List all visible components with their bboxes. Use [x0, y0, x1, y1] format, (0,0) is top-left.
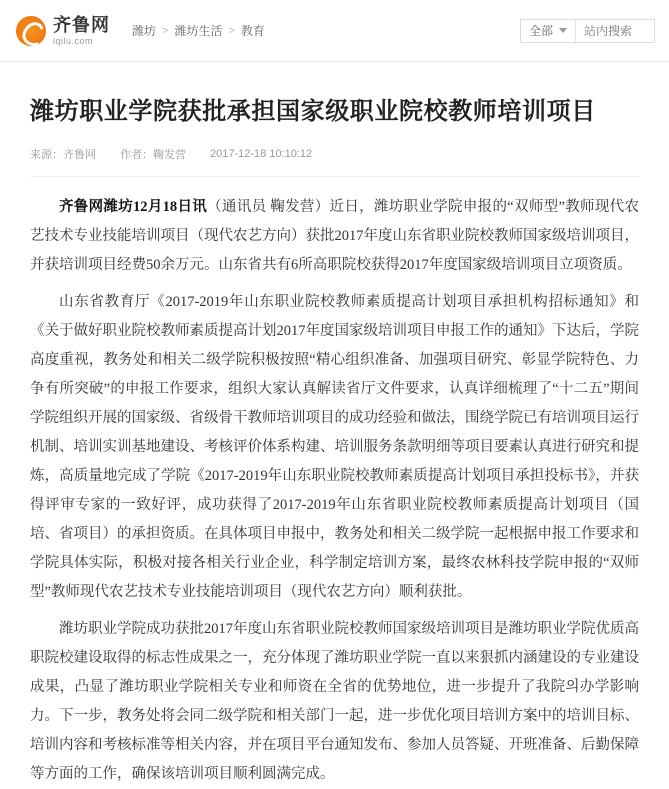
breadcrumb-item-0[interactable]: 潍坊	[132, 24, 157, 38]
site-logo[interactable]	[16, 16, 110, 46]
article-meta	[30, 146, 639, 177]
search-input[interactable]	[576, 20, 654, 42]
qilu-flame-logo-icon	[16, 16, 46, 46]
article-paragraph-2: 潍坊职业学院成功获批2017年度山东省职业院校教师国家级培训项目是潍坊职业学院优质高职院校建设取得的标志性成果之一，充分体现了潍坊职业学院一直以来狠抓内涵建设的专业建设成果，凸显了潍坊职业学院相关专业和师资在全省的优势地位，进一步提升了我院의办学影响力。下一步，教务处将会同二级学院和相关部门一起，进一步优化项目培训方案中的培训目标、培训内容和考核标准等相关内容，并在项目平台通知发布、参加人员答疑、开班准备、后勤保障等方面的工作，确保该培训项目顺利圆满完成。	[30, 621, 639, 783]
breadcrumb-separator: >	[228, 24, 235, 37]
logo-subtitle: iqilu.com	[53, 35, 94, 46]
logo-title: 齐鲁网	[53, 14, 110, 35]
search-category-dropdown[interactable]	[521, 20, 576, 42]
breadcrumb-item-1[interactable]: 潍坊生活	[174, 24, 223, 38]
breadcrumb	[132, 22, 265, 39]
article-paragraph-0-text: （通讯员 鞠发营）近日，潍坊职业学院申报的“双师型”教师现代农艺技术专业技能培训项目（现代农艺方向）获批2017年度山东省职业院校教师国家级培训项目，并获培训项目经费50余万元。山东省共有6所高职院校获得2017年度国家级培训项目立项资质。	[30, 199, 639, 274]
breadcrumb-item-2[interactable]: 教育	[240, 24, 265, 38]
header-right-area	[520, 19, 655, 43]
article-timestamp: 2017-12-18 10:10:12	[210, 148, 313, 161]
article-paragraph-1: 山东省教育厅《2017-2019年山东职业院校教师素质提高计划项目承担机构招标通知》和《关于做好职业院校教师素质提高计划2017年度国家级培训项目申报工作的通知》下达后，学院高度重视，教务处和相关二级学院积极按照“精心组织准备、加强项目研究、彰显学院特色、力争有所突破”的申报工作要求，组织大家认真解读省厅文件要求，认真详细梳理了“十二五”期间学院组织开展的国家级、省级骨干教师培训项目的成功经验和做法，围绕学院已有培训项目运行机制、培训实训基地建设、考核评价体系构建、培训服务条款明细等项目要素认真进行研究和提炼，高质量地完成了学院《2017-2019年山东职业院校教师素质提高计划项目承担投标书》，并获得评审专家的一致好评，成功获得了2017-2019年山东省职业院校教师素质提高计划项目（国培、省项目）的承担资质。在具体项目申报中，教务处和相关二级学院一起根据申报工作要求和学院具体实际，积极对接各相关行业企业，科学制定培训方案，最终农林科技学院申报的“双师型”教师现代农艺技术专业技能培训项目（现代农艺方向）顺利获批。	[30, 294, 639, 601]
article-author: 作者：鞠发营	[120, 149, 186, 162]
page-title: 潍坊职业学院获批承担国家级职业院校教师培训项目	[30, 98, 596, 125]
search-category-label: 全部	[528, 24, 553, 38]
article-body	[30, 193, 639, 789]
article-source: 来源：齐鲁网	[30, 149, 96, 162]
article-paragraph-0	[30, 193, 639, 280]
article-container	[0, 96, 669, 789]
site-header	[0, 0, 669, 62]
search-box	[520, 19, 655, 43]
article-lead: 齐鲁网潍坊12月18日讯	[59, 199, 208, 216]
breadcrumb-separator: >	[162, 24, 169, 37]
chevron-down-icon	[559, 28, 567, 33]
